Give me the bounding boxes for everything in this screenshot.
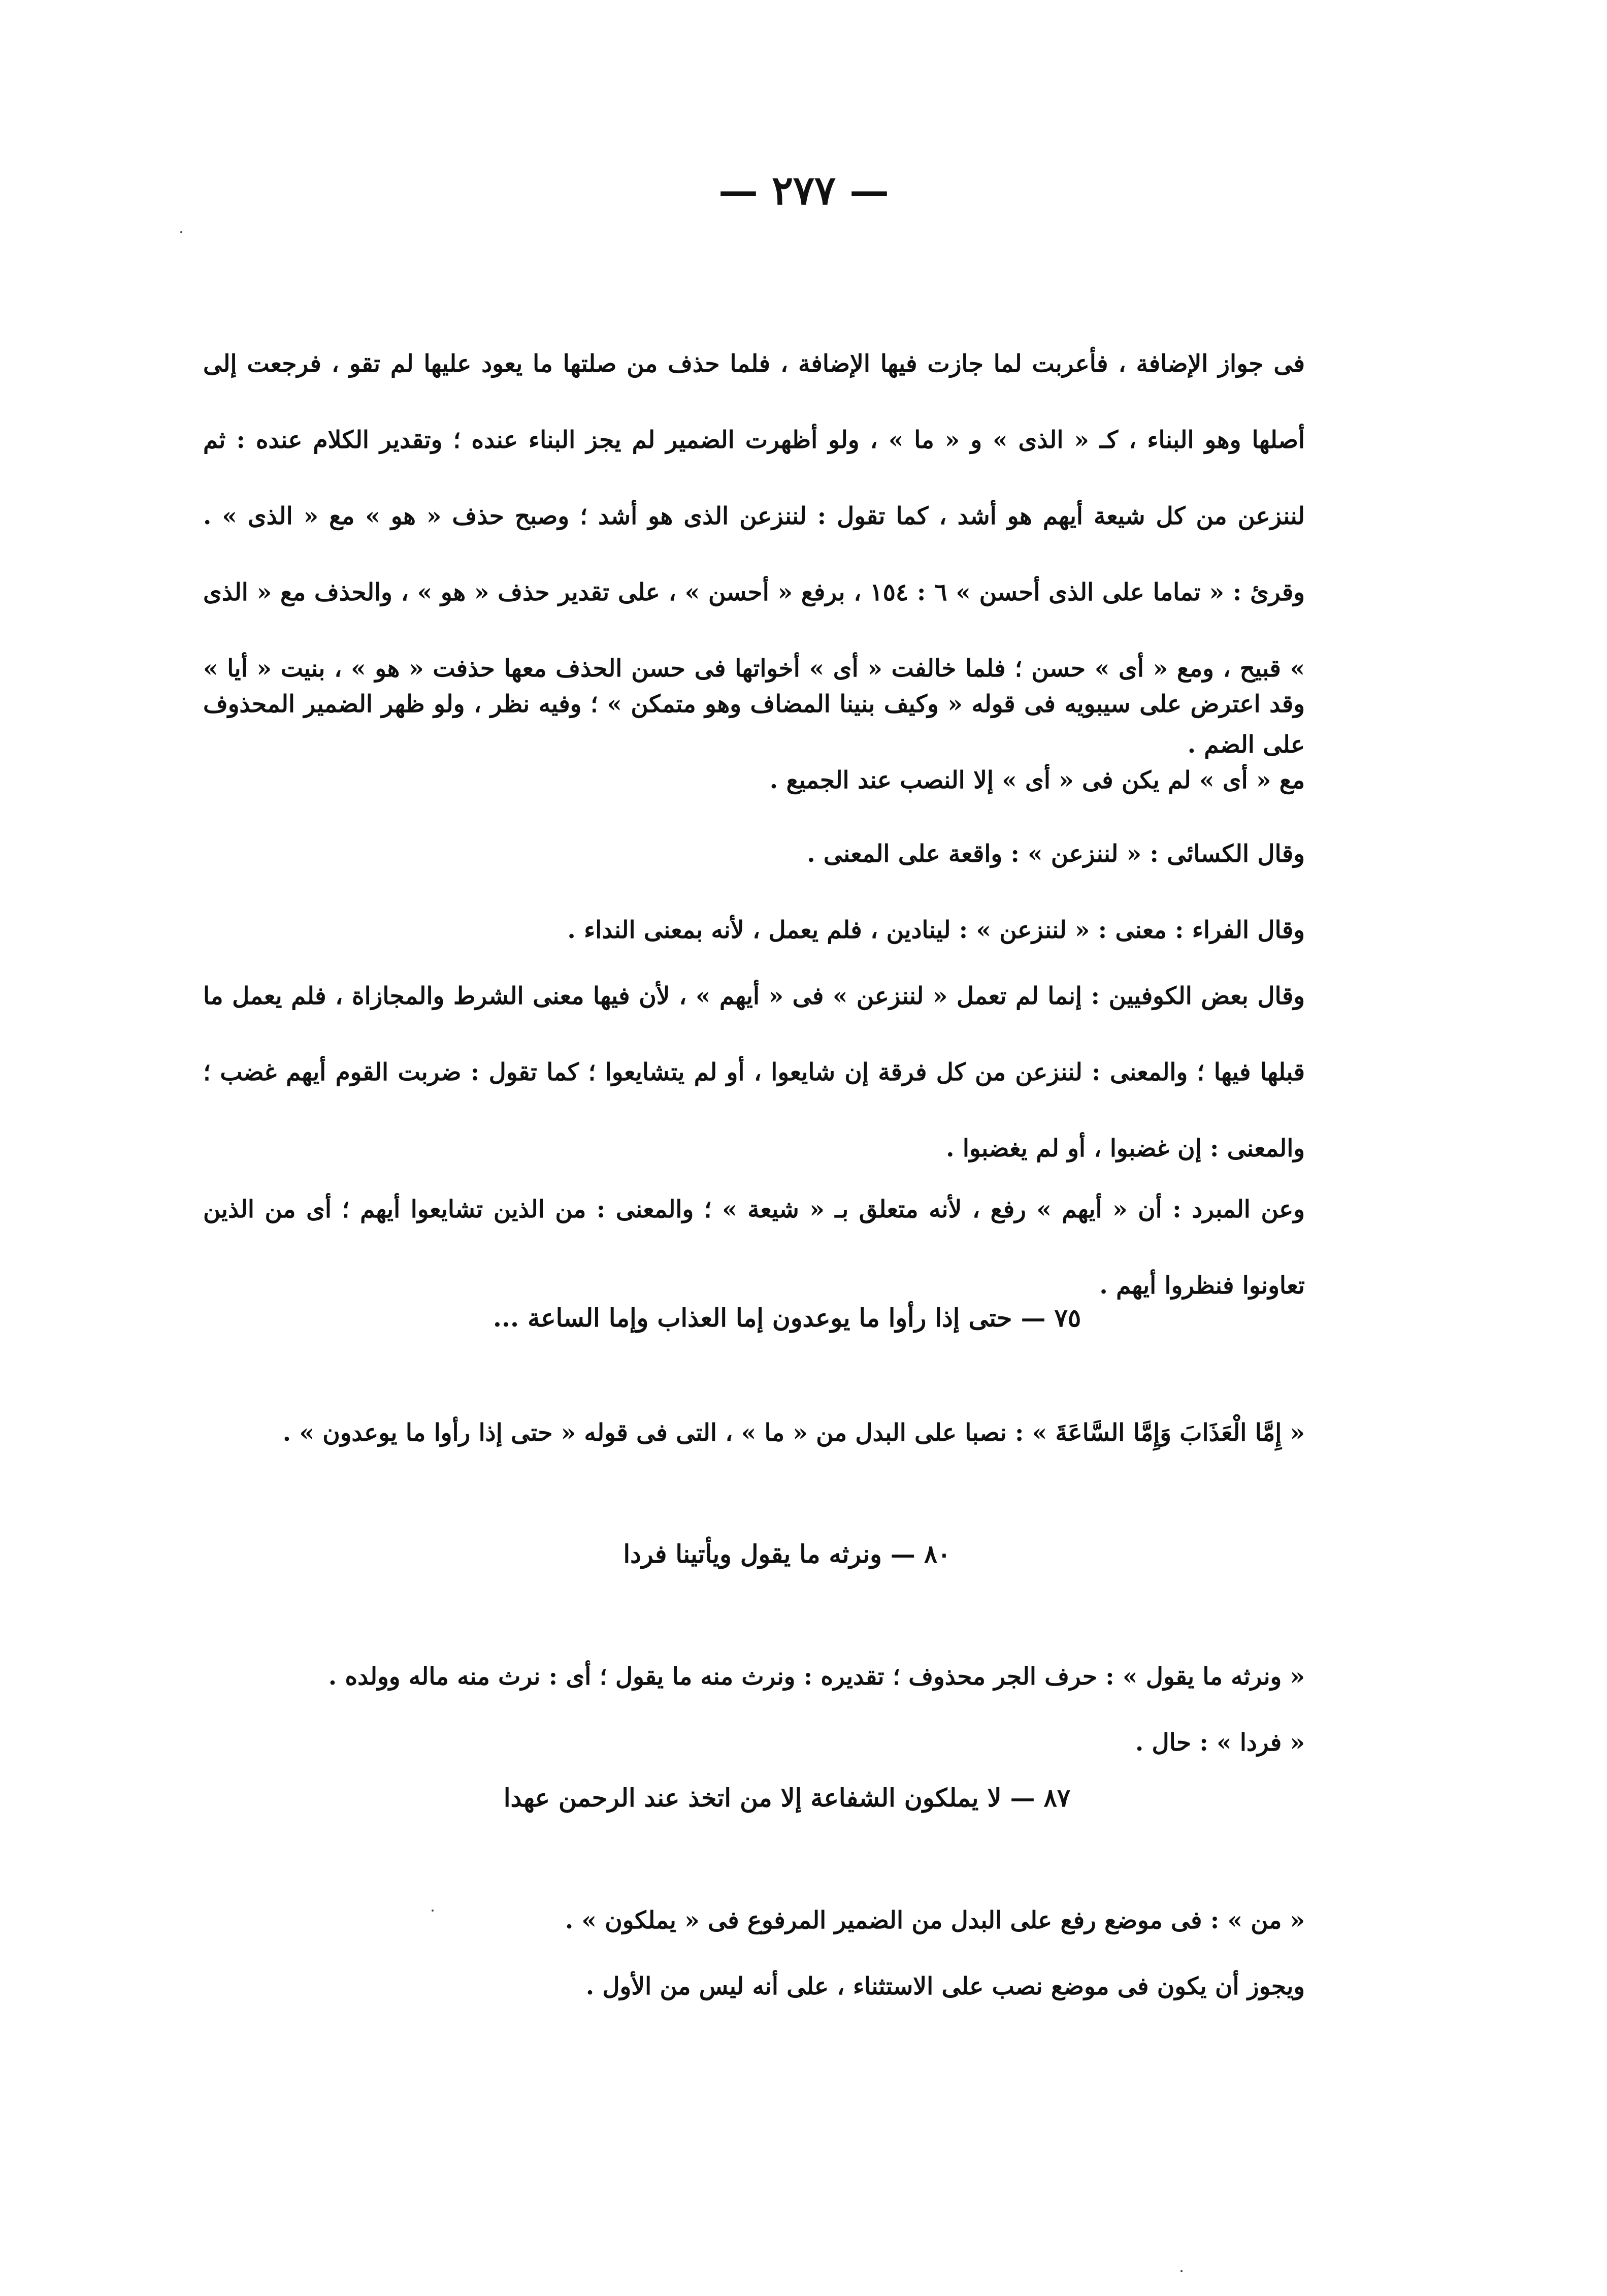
verse-75: ٧٥ — حتى إذا رأوا ما يوعدون إما العذاب وإما الساعة ...	[493, 1303, 1081, 1333]
note-verse-87-b: ويجوز أن يكون فى موضع نصب على الاستثناء ، على أنه ليس من الأول .	[585, 1972, 1305, 2000]
paragraph-1: فى جواز الإضافة ، فأعربت لما جازت فيها الإضافة ، فلما حذف من صلتها ما يعود عليها لم تقو ، فرجعت إلى أصلها وهو البناء ، كـ « الذى » و « ما » ، ولو أظهرت الضمير لم يجز البناء عنده ؛ وتقدير الكلام عنده : ثم لننزعن من كل شيعة أيهم هو أشد ، كما تقول : لننزعن الذى هو أشد ؛ وصبح حذف « هو » مع « الذى » . وقرئ : « تماما على الذى أحسن » ٦ : ١٥٤ ، برفع « أحسن » ، على تقدير حذف « هو » ، والحذف مع « الذى » قبيح ، ومع « أى » حسن ؛ فلما خالفت « أى » أخواتها فى حسن الحذف معها حذفت « هو » ، بنيت « أيا » على الضم .	[203, 350, 1305, 759]
note-verse-87-a: « من » : فى موضع رفع على البدل من الضمير المرفوع فى « يملكون » .	[565, 1906, 1305, 1934]
verse-87: ٨٧ — لا يملكون الشفاعة إلا من اتخذ عند الرحمن عهدا	[503, 1783, 1071, 1813]
note-verse-80-a: « ونرثه ما يقول » : حرف الجر محذوف ؛ تقديره : ونرث منه ما يقول ؛ أى : نرث منه ماله وولده .	[328, 1663, 1305, 1691]
page-number: — ٢٧٧ —	[718, 168, 889, 214]
scan-speck	[1180, 2270, 1183, 2272]
paragraph-2: وقد اعترض على سيبويه فى قوله « وكيف بنينا المضاف وهو متمكن » ؛ وفيه نظر ، ولو ظهر الضمير المحذوف مع « أى » لم يكن فى « أى » إلا النصب عند الجميع .	[203, 690, 1305, 794]
scan-speck	[432, 1910, 434, 1912]
note-verse-80-b: « فردا » : حال .	[1135, 1729, 1305, 1757]
scan-speck	[180, 231, 182, 233]
note-verse-75: « إِمَّا الْعَذَابَ وَإِمَّا السَّاعَةَ » : نصبا على البدل من « ما » ، التى فى قوله « حتى إذا رأوا ما يوعدون » .	[282, 1419, 1305, 1447]
paragraph-kisai: وقال الكسائى : « لننزعن » : واقعة على المعنى .	[807, 840, 1305, 868]
paragraph-mubarrad: وعن المبرد : أن « أيهم » رفع ، لأنه متعلق بـ « شيعة » ؛ والمعنى : من الذين تشايعوا أيهم ؛ أى من الذين تعاونوا فنظروا أيهم .	[203, 1195, 1305, 1300]
paragraph-farra: وقال الفراء : معنى : « لننزعن » : لينادين ، فلم يعمل ، لأنه بمعنى النداء .	[567, 916, 1305, 944]
paragraph-kufiyyin: وقال بعض الكوفيين : إنما لم تعمل « لننزعن » فى « أيهم » ، لأن فيها معنى الشرط والمجازاة ، فلم يعمل ما قبلها فيها ؛ والمعنى : لننزعن من كل فرقة إن شايعوا ، أو لم يتشايعوا ؛ كما تقول : ضربت القوم أيهم غضب ؛ والمعنى : إن غضبوا ، أو لم يغضبوا .	[203, 982, 1305, 1162]
verse-80: ٨٠ — ونرثه ما يقول ويأتينا فردا	[623, 1539, 951, 1569]
